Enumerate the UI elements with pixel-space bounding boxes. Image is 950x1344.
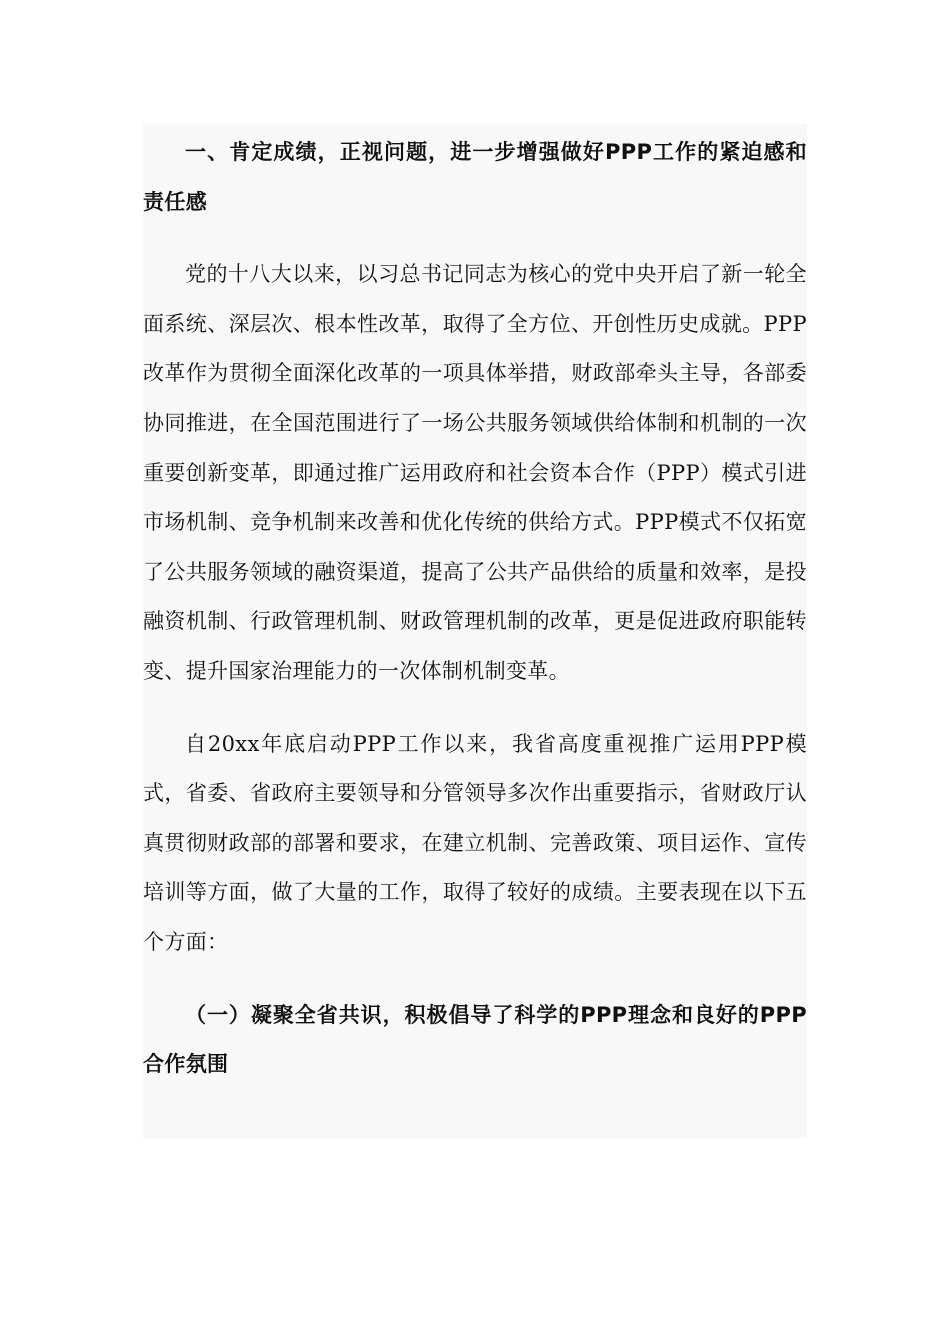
- body-paragraph: 自20xx年底启动PPP工作以来，我省高度重视推广运用PPP模式，省委、省政府主要领导和分管领导多次作出重要指示，省财政厅认真贯彻财政部的部署和要求，在建立机制、完善政策、项目运作、宣传培训等方面，做了大量的工作，取得了较好的成绩。主要表现在以下五个方面：: [143, 731, 807, 954]
- body-paragraph: 党的十八大以来，以习总书记同志为核心的党中央开启了新一轮全面系统、深层次、根本性改革，取得了全方位、开创性历史成就。PPP改革作为贯彻全面深化改革的一项具体举措，财政部牵头主导，各部委协同推进，在全国范围进行了一场公共服务领域供给体制和机制的一次重要创新变革，即通过推广运用政府和社会资本合作（PPP）模式引进市场机制、竞争机制来改善和优化传统的供给方式。PPP模式不仅拓宽了公共服务领域的融资渠道，提高了公共产品供给的质量和效率，是投融资机制、行政管理机制、财政管理机制的改革，更是促进政府职能转变、提升国家治理能力的一次体制机制变革。: [143, 262, 807, 683]
- section-heading: 一、肯定成绩，正视问题，进一步增强做好PPP工作的紧迫感和责任感: [143, 140, 807, 214]
- document-text-block: [143, 124, 807, 1138]
- subsection-heading: （一）凝聚全省共识，积极倡导了科学的PPP理念和良好的PPP合作氛围: [143, 1002, 807, 1077]
